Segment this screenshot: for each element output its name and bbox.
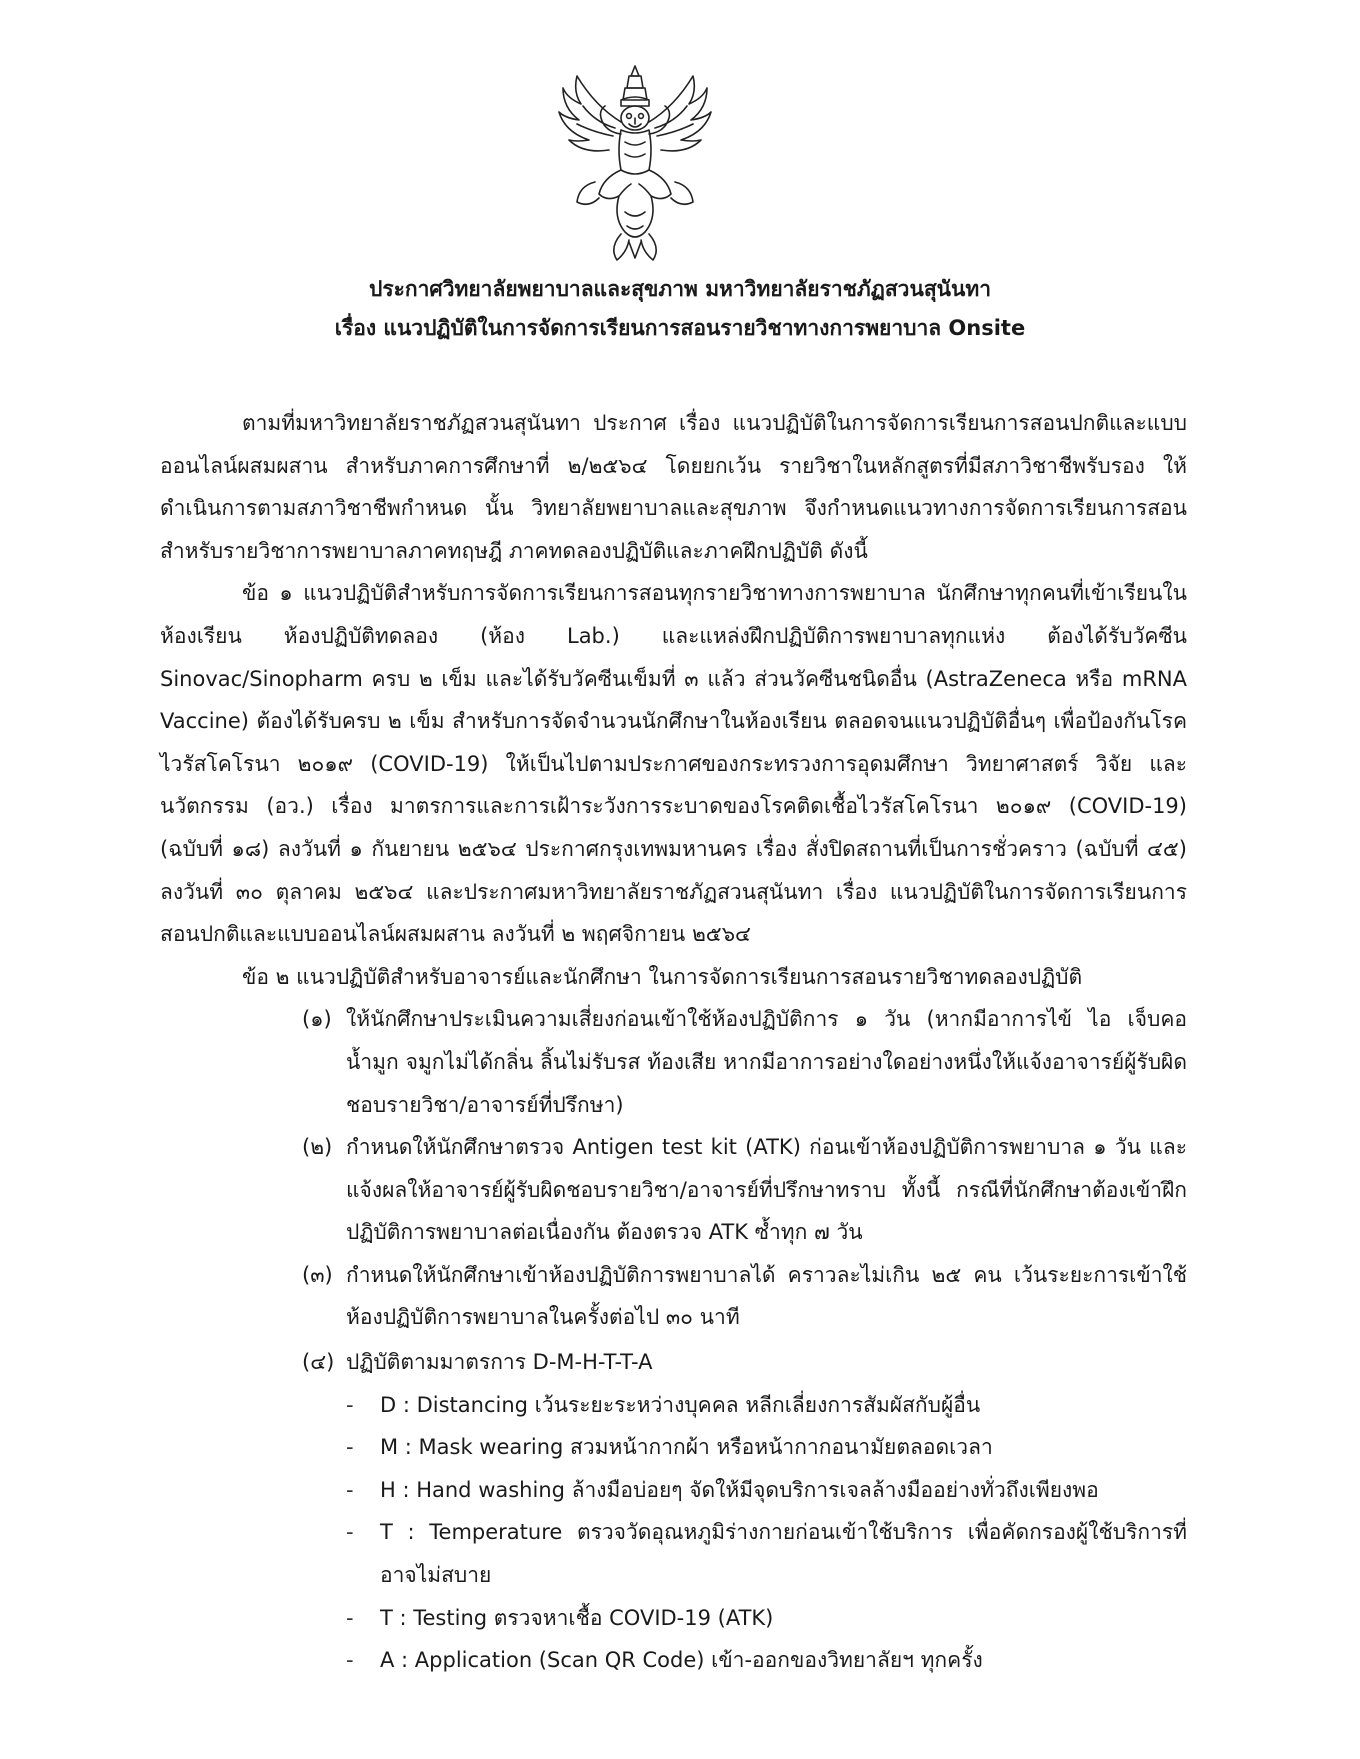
item-number: (๑)	[302, 1007, 332, 1032]
item-text: กำหนดให้นักศึกษาเข้าห้องปฏิบัติการพยาบาลได้ คราวละไม่เกิน ๒๕ คน เว้นระยะการเข้าใช้ห้องปฏิบัติการพยาบาลในครั้งต่อไป ๓๐ นาที	[346, 1262, 1187, 1330]
intro-paragraph: ตามที่มหาวิทยาลัยราชภัฏสวนสุนันทา ประกาศ เรื่อง แนวปฏิบัติในการจัดการเรียนการสอนปกติและแบบออนไลน์ผสมผสาน สำหรับภาคการศึกษาที่ ๒/๒๕๖๔ โดยยกเว้น รายวิชาในหลักสูตรที่มีสภาวิชาชีพรับรอง ให้ดำเนินการตามสภาวิชาชีพกำหนด นั้น วิทยาลัยพยาบาลและสุขภาพ จึงกำหนดแนวทางการจัดการเรียนการสอนสำหรับรายวิชาการพยาบาลภาคทฤษฎี ภาคทดลองปฏิบัติและภาคฝึกปฏิบัติ ดังนี้	[160, 411, 1187, 563]
announcement-title	[120, 270, 1240, 348]
list-item	[160, 1126, 1187, 1254]
item-number: (๒)	[302, 1135, 333, 1160]
dash-bullet: -	[346, 1648, 354, 1673]
item-text: ปฏิบัติตามมาตรการ D-M-H-T-T-A	[346, 1350, 653, 1375]
clause-1-paragraph: ข้อ ๑ แนวปฏิบัติสำหรับการจัดการเรียนการสอนทุกรายวิชาทางการพยาบาล นักศึกษาทุกคนที่เข้าเรียนในห้องเรียน ห้องปฏิบัติทดลอง (ห้อง Lab.) และแหล่งฝึกปฏิบัติการพยาบาลทุกแห่ง ต้องได้รับวัคซีน Sinovac/Sinopharm ครบ ๒ เข็ม และได้รับวัคซีนเข็มที่ ๓ แล้ว ส่วนวัคซีนชนิดอื่น (AstraZeneca หรือ mRNA Vaccine) ต้องได้รับครบ ๒ เข็ม สำหรับการจัดจำนวนนักศึกษาในห้องเรียน ตลอดจนแนวปฏิบัติอื่นๆ เพื่อป้องกันโรคไวรัสโคโรนา ๒๐๑๙ (COVID-19) ให้เป็นไปตามประกาศของกระทรวงการอุดมศึกษา วิทยาศาสตร์ วิจัย และนวัตกรรม (อว.) เรื่อง มาตรการและการเฝ้าระวังการระบาดของโรคติดเชื้อไวรัสโคโรนา ๒๐๑๙ (COVID-19) (ฉบับที่ ๑๘) ลงวันที่ ๑ กันยายน ๒๕๖๔ ประกาศกรุงเทพมหานคร เรื่อง สั่งปิดสถานที่เป็นการชั่วคราว (ฉบับที่ ๔๕) ลงวันที่ ๓๐ ตุลาคม ๒๕๖๔ และประกาศมหาวิทยาลัยราชภัฏสวนสุนันทา เรื่อง แนวปฏิบัติในการจัดการเรียนการสอนปกติและแบบออนไลน์ผสมผสาน ลงวันที่ ๒ พฤศจิกายน ๒๕๖๔	[160, 581, 1187, 947]
item-number: (๔)	[302, 1350, 335, 1375]
measure-text: D : Distancing เว้นระยะระหว่างบุคคล หลีกเลี่ยงการสัมผัสกับผู้อื่น	[380, 1392, 981, 1417]
measure-item-h	[346, 1469, 1187, 1512]
title-line-2: เรื่อง แนวปฏิบัติในการจัดการเรียนการสอนรายวิชาทางการพยาบาล Onsite	[334, 316, 1026, 340]
measure-item-d	[346, 1384, 1187, 1427]
list-item	[160, 998, 1187, 1126]
dash-bullet: -	[346, 1435, 354, 1460]
list-item	[160, 1254, 1187, 1339]
garuda-emblem-icon	[555, 62, 715, 262]
item-number: (๓)	[302, 1262, 333, 1287]
title-line-1: ประกาศวิทยาลัยพยาบาลและสุขภาพ มหาวิทยาลัยราชภัฏสวนสุนันทา	[369, 277, 991, 301]
measures-list	[346, 1384, 1187, 1682]
measure-text: H : Hand washing ล้างมือบ่อยๆ จัดให้มีจุดบริการเจลล้างมืออย่างทั่วถึงเพียงพอ	[380, 1477, 1099, 1502]
measure-item-m	[346, 1426, 1187, 1469]
measure-text: M : Mask wearing สวมหน้ากากผ้า หรือหน้ากากอนามัยตลอดเวลา	[380, 1435, 993, 1460]
dash-bullet: -	[346, 1477, 354, 1502]
clause-2-heading: ข้อ ๒ แนวปฏิบัติสำหรับอาจารย์และนักศึกษา ในการจัดการเรียนการสอนรายวิชาทดลองปฏิบัติ	[242, 964, 1083, 989]
item-text: กำหนดให้นักศึกษาตรวจ Antigen test kit (ATK) ก่อนเข้าห้องปฏิบัติการพยาบาล ๑ วัน และแจ้งผลให้อาจารย์ผู้รับผิดชอบรายวิชา/อาจารย์ที่ปรึกษาทราบ ทั้งนี้ กรณีที่นักศึกษาต้องเข้าฝึกปฏิบัติการพยาบาลต่อเนื่องกัน ต้องตรวจ ATK ซ้ำทุก ๗ วัน	[346, 1135, 1187, 1245]
list-item	[160, 1341, 1187, 1682]
dash-bullet: -	[346, 1392, 354, 1417]
dash-bullet: -	[346, 1520, 354, 1545]
measure-text: T : Testing ตรวจหาเชื้อ COVID-19 (ATK)	[380, 1605, 774, 1630]
measure-item-t-temperature	[346, 1511, 1187, 1596]
announcement-body	[160, 402, 1187, 1682]
measure-item-a	[346, 1639, 1187, 1682]
measure-text: A : Application (Scan QR Code) เข้า-ออกของวิทยาลัยฯ ทุกครั้ง	[380, 1648, 983, 1673]
measure-text: T : Temperature ตรวจวัดอุณหภูมิร่างกายก่อนเข้าใช้บริการ เพื่อคัดกรองผู้ใช้บริการที่อาจไม่สบาย	[380, 1520, 1187, 1588]
item-text: ให้นักศึกษาประเมินความเสี่ยงก่อนเข้าใช้ห้องปฏิบัติการ ๑ วัน (หากมีอาการไข้ ไอ เจ็บคอ น้ำมูก จมูกไม่ได้กลิ่น ลิ้นไม่รับรส ท้องเสีย หากมีอาการอย่างใดอย่างหนึ่งให้แจ้งอาจารย์ผู้รับผิดชอบรายวิชา/อาจารย์ที่ปรึกษา)	[346, 1007, 1187, 1117]
dash-bullet: -	[346, 1605, 354, 1630]
measure-item-t-testing	[346, 1597, 1187, 1640]
clause-2-list	[160, 998, 1187, 1682]
